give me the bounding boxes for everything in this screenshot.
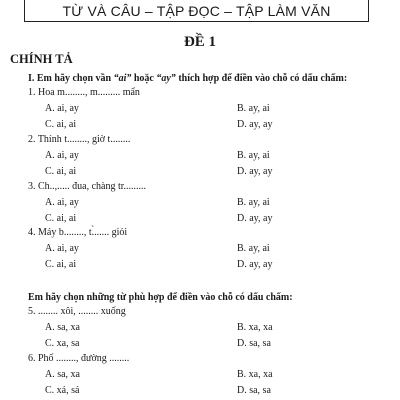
q2-option-a[interactable]: A. ai, ay [45,150,79,161]
q2-option-b[interactable]: B. ay, ai [237,150,270,161]
exam-title: ĐỀ 1 [183,34,217,50]
part2-instruction: Em hãy chọn những từ phù hợp để điền vào chỗ có dấu chấm: [28,292,293,303]
q4-option-a[interactable]: A. ai, ay [45,243,79,254]
q3-option-c[interactable]: C. ai, ai [45,213,77,224]
q4-option-d[interactable]: D. ay, ay [237,259,273,270]
question-4: 4. Máy b........, t.̀...... giỏi [28,227,128,238]
question-6: 6. Phố ........, đường ........ [28,353,130,364]
question-2: 2. Thính t........, giờ t........ [28,134,131,145]
question-5: 5. ........ xôi, ........ xuống [28,306,126,317]
q1-option-b[interactable]: B. ay, ai [237,103,270,114]
header-banner [24,0,369,22]
question-1: 1. Hoa m........, m......... mẩn [28,87,140,98]
instruction-middle: hoặc [131,73,157,84]
q5-option-b[interactable]: B. xa, xa [237,322,273,333]
q1-option-c[interactable]: C. ai, ai [45,119,77,130]
q5-option-a[interactable]: A. sa, xa [45,322,80,333]
q4-option-b[interactable]: B. ay, ai [237,243,270,254]
section-title: CHÍNH TẢ [10,52,73,66]
header-title: TỪ VÀ CÂU – TẬP ĐỌC – TẬP LÀM VĂN [62,2,331,19]
q6-option-a[interactable]: A. sa, xa [45,369,80,380]
question-3: 3. Ch..,..... đua, chàng tr......... [28,181,147,192]
q6-option-b[interactable]: B. xa, xa [237,369,273,380]
q2-option-d[interactable]: D. ay, ay [237,166,273,177]
instruction-suffix: thích hợp để điền vào chỗ có dấu chấm: [175,73,348,84]
q5-option-d[interactable]: D. sa, sa [237,338,271,349]
part1-instruction [28,73,347,84]
q4-option-c[interactable]: C. ai, ai [45,259,77,270]
q5-option-c[interactable]: C. xa, sa [45,338,80,349]
q1-option-d[interactable]: D. ay, ay [237,119,273,130]
q6-option-d[interactable]: D. sa, sa [237,385,271,396]
q1-option-a[interactable]: A. ai, ay [45,103,79,114]
instruction-ai: “ai” [113,73,132,84]
q6-option-c[interactable]: C. xá, sá [45,385,80,396]
q2-option-c[interactable]: C. ai, ai [45,166,77,177]
q3-option-d[interactable]: D. ay, ay [237,213,273,224]
instruction-ay: “ay” [156,73,176,84]
instruction-prefix: I. Em hãy chọn vần [28,73,114,84]
q3-option-a[interactable]: A. ai, ay [45,197,79,208]
q3-option-b[interactable]: B. ay, ai [237,197,270,208]
